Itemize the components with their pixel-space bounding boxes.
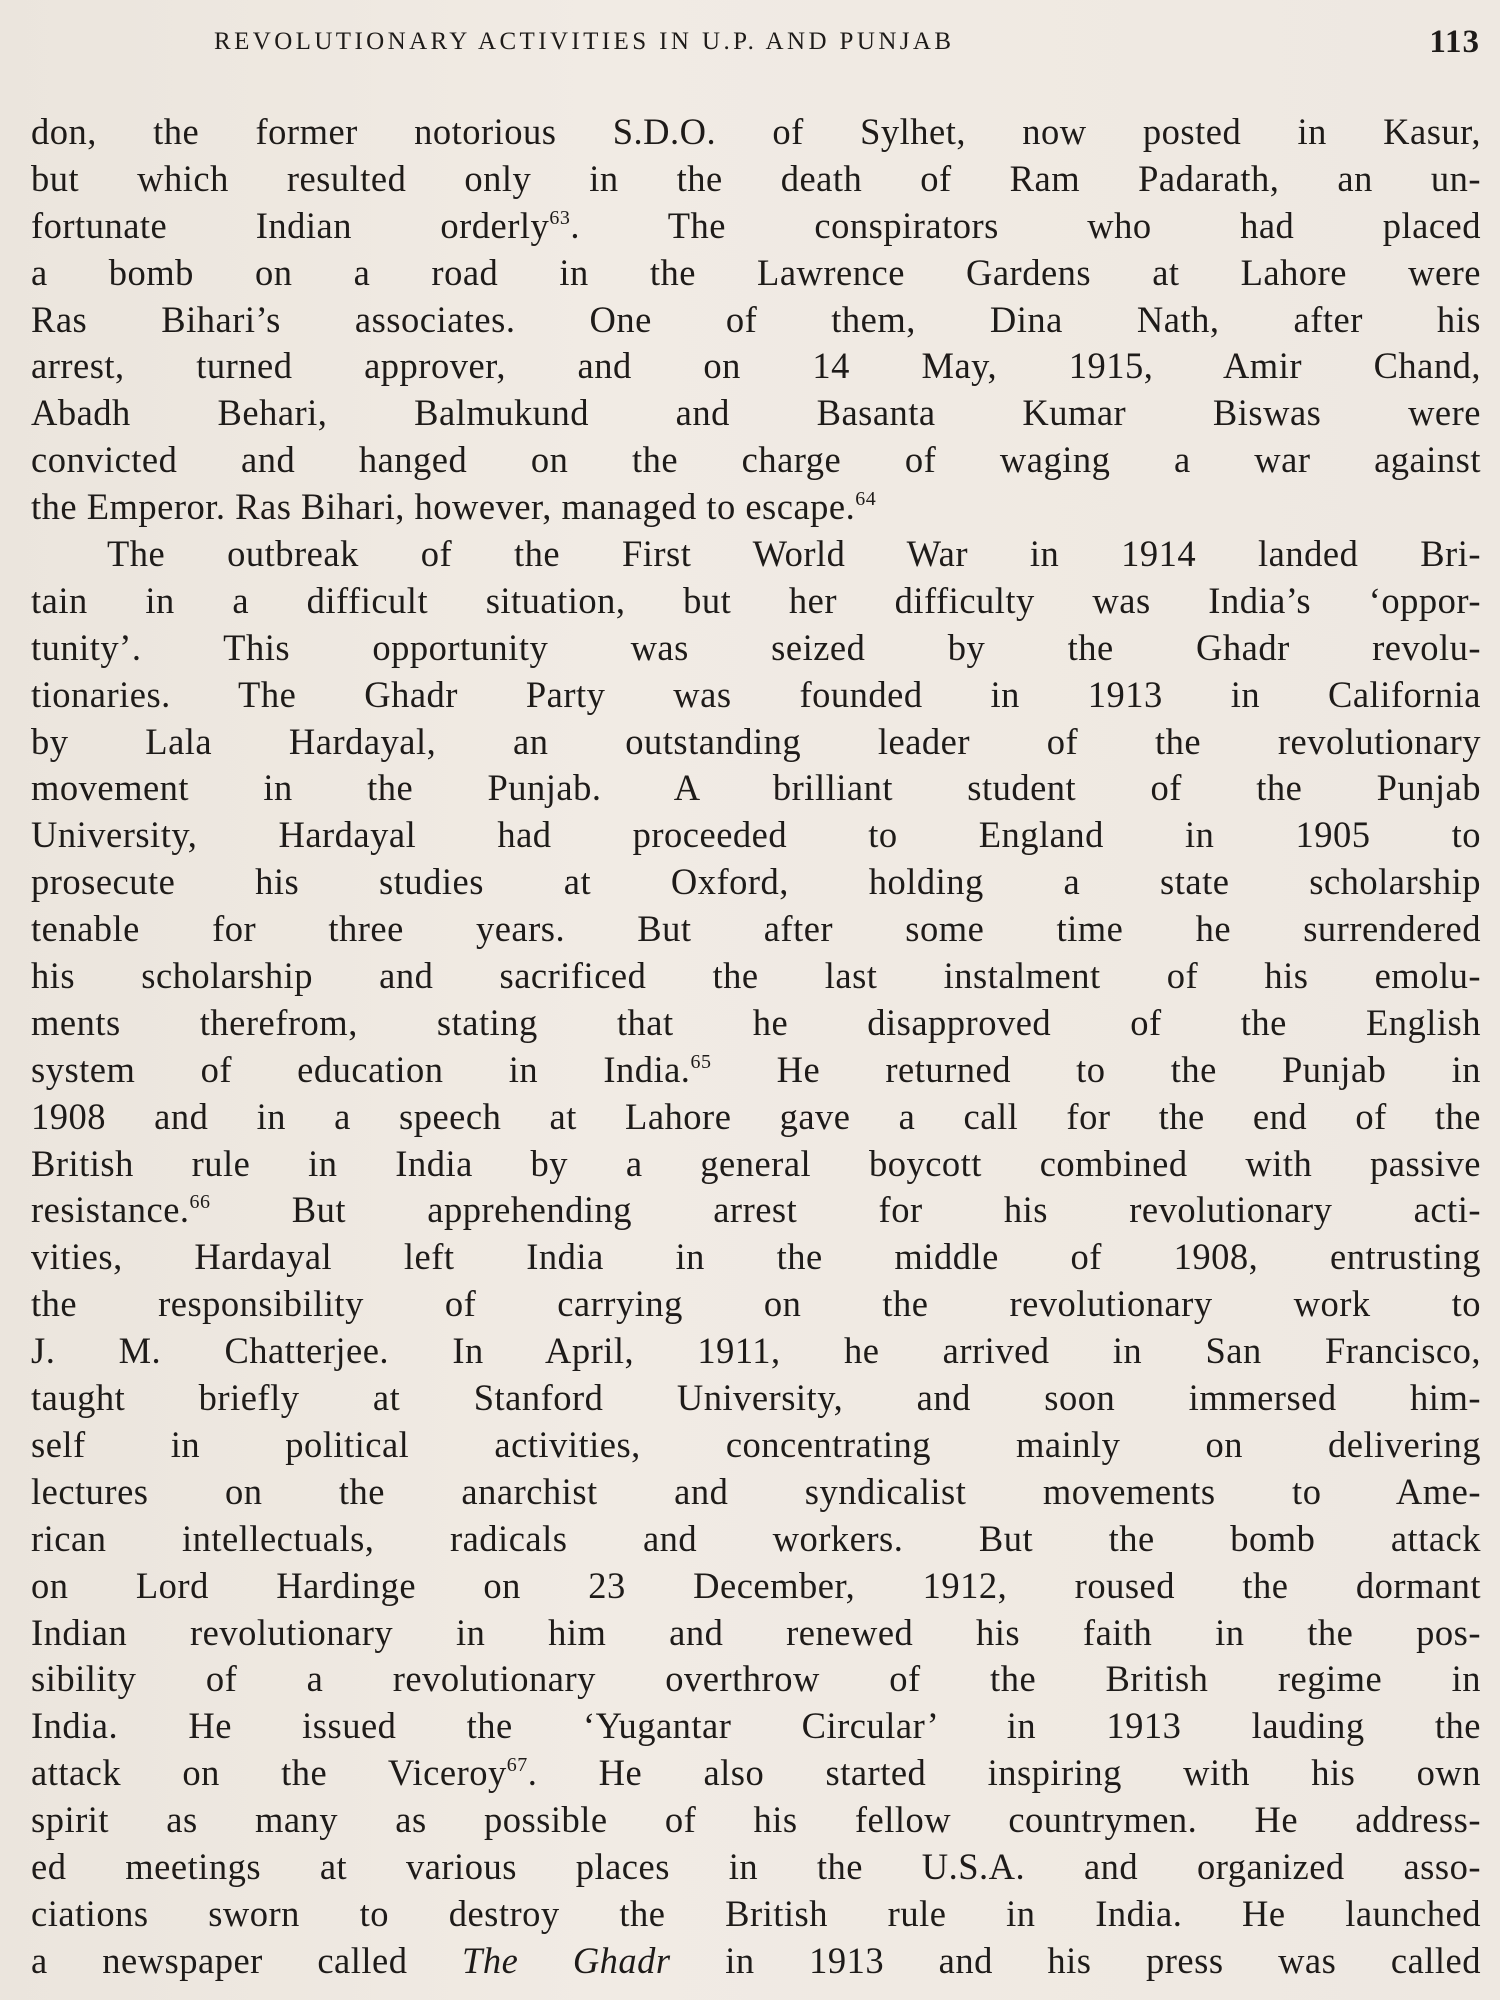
text-fragment: resistance. [31,1189,190,1231]
text-line: but which resulted only in the death of Ram Padarath, an un- [31,157,1481,199]
text-line: J. M. Chatterjee. In April, 1911, he arrived in San Francisco, [31,1330,1481,1372]
text-fragment: in 1913 and his press was called [725,1939,1482,1981]
text-line: vities, Hardayal left India in the middle of 1908, entrusting [31,1236,1481,1278]
text-line [31,203,1481,250]
footnote-ref: 67 [506,1754,528,1777]
text-line: convicted and hanged on the charge of waging a war against [31,439,1481,481]
text-line: don, the former notorious S.D.O. of Sylhet, now posted in Kasur, [31,111,1481,152]
text-fragment: system of education in India. [31,1048,691,1090]
text-line: Ras Bihari’s associates. One of them, Dina Nath, after his [31,298,1481,340]
text-line: University, Hardayal had proceeded to England in 1905 to [31,814,1481,856]
text-line: arrest, turned approver, and on 14 May, 1915, Amir Chand, [31,345,1481,387]
paragraph-start-line: The outbreak of the First World War in 1914 landed Bri- [107,533,1481,575]
newspaper-title: The Ghadr [462,1939,671,1981]
running-title: REVOLUTIONARY ACTIVITIES IN U.P. AND PUNJAB [214,28,955,55]
text-fragment: a newspaper called [31,1939,408,1981]
text-line: prosecute his studies at Oxford, holding a state scholarship [31,861,1481,903]
text-line: Abadh Behari, Balmukund and Basanta Kumar Biswas were [31,392,1481,434]
text-line: spirit as many as possible of his fellow countrymen. He address- [31,1799,1481,1841]
text-line [31,484,1481,531]
text-fragment: . He also started inspiring with his own [527,1752,1481,1794]
body-text [31,109,1481,1985]
text-line: self in political activities, concentrating mainly on delivering [31,1423,1481,1465]
text-line: 1908 and in a speech at Lahore gave a call for the end of the [31,1095,1481,1137]
text-line: movement in the Punjab. A brilliant student of the Punjab [31,767,1481,809]
text-line [31,1750,1481,1797]
text-fragment: attack on the Viceroy [31,1752,507,1794]
text-line: ments therefrom, stating that he disapproved of the English [31,1001,1481,1043]
text-line: his scholarship and sacrificed the last instalment of his emolu- [31,955,1481,997]
text-fragment: . The conspirators who had placed [570,204,1482,246]
page-number: 113 [1429,24,1480,60]
text-line [31,1047,1481,1094]
footnote-ref: 63 [549,206,571,229]
text-line [31,1187,1481,1234]
text-line: the responsibility of carrying on the revolutionary work to [31,1283,1481,1325]
text-line: by Lala Hardayal, an outstanding leader of the revolutionary [31,720,1481,762]
text-line: taught briefly at Stanford University, and soon immersed him- [31,1377,1481,1419]
footnote-ref: 65 [690,1050,712,1073]
footnote-ref: 66 [189,1191,211,1214]
text-line: Indian revolutionary in him and renewed his faith in the pos- [31,1611,1481,1653]
footnote-ref: 64 [855,488,877,511]
text-line: tain in a difficult situation, but her difficulty was India’s ‘oppor- [31,579,1481,621]
text-line: a bomb on a road in the Lawrence Gardens at Lahore were [31,251,1481,293]
text-line: ed meetings at various places in the U.S.A. and organized asso- [31,1845,1481,1887]
text-line: India. He issued the ‘Yugantar Circular’ in 1913 lauding the [31,1705,1481,1747]
text-line: tenable for three years. But after some time he surrendered [31,908,1481,950]
text-line: British rule in India by a general boycott combined with passive [31,1142,1481,1184]
text-fragment: the Emperor. Ras Bihari, however, managed to escape. [31,486,856,528]
running-header [214,22,1480,62]
text-line: rican intellectuals, radicals and workers. But the bomb attack [31,1517,1481,1559]
text-fragment: He returned to the Punjab in [711,1048,1481,1090]
text-fragment: fortunate Indian orderly [31,204,550,246]
text-line [31,1938,1481,1985]
text-line: tunity’. This opportunity was seized by the Ghadr revolu- [31,626,1481,668]
text-line: tionaries. The Ghadr Party was founded in 1913 in California [31,673,1481,715]
text-line: ciations sworn to destroy the British rule in India. He launched [31,1892,1481,1934]
text-line: sibility of a revolutionary overthrow of the British regime in [31,1658,1481,1700]
text-line: on Lord Hardinge on 23 December, 1912, roused the dormant [31,1564,1481,1606]
text-line: lectures on the anarchist and syndicalist movements to Ame- [31,1470,1481,1512]
text-fragment: But apprehending arrest for his revolutionary acti- [210,1189,1481,1231]
